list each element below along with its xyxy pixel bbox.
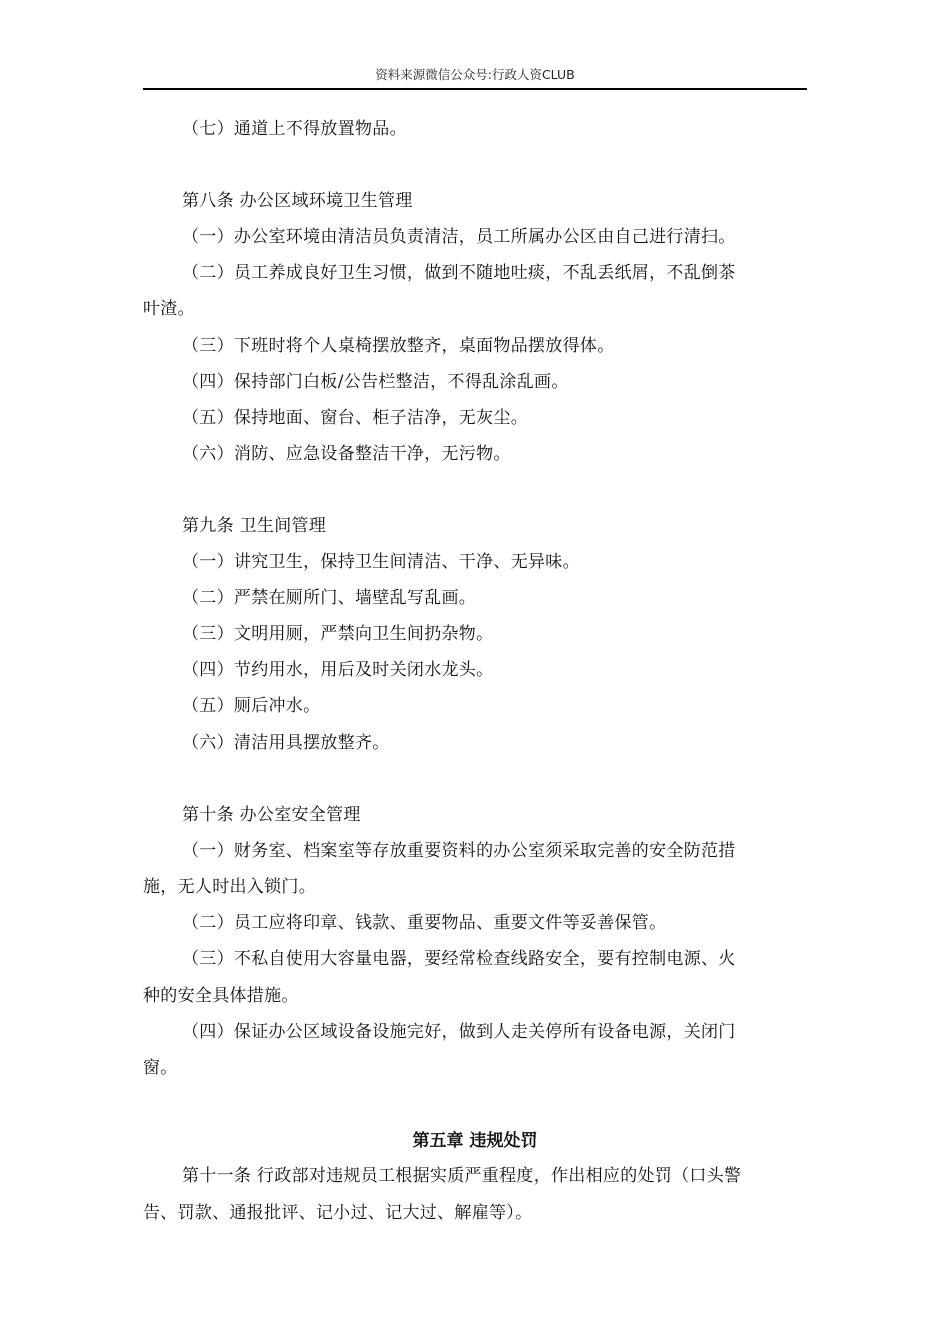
article-8-title: 第八条 办公区域环境卫生管理 [182, 191, 413, 211]
article-10-item-3-line-1: （三）不私自使用大容量电器，要经常检查线路安全，要有控制电源、火 [182, 949, 736, 969]
article-8-item-1: （一）办公室环境由清洁员负责清洁，员工所属办公区由自己进行清扫。 [182, 227, 736, 247]
chapter-5-title: 第五章 违规处罚 [412, 1131, 538, 1151]
article-8-item-6: （六）消防、应急设备整洁干净，无污物。 [182, 444, 511, 464]
article-11-line-2: 告、罚款、通报批评、记小过、记大过、解雇等）。 [143, 1203, 533, 1223]
article-10-item-2: （二）员工应将印章、钱款、重要物品、重要文件等妥善保管。 [182, 913, 667, 933]
article-9-item-2: （二）严禁在厕所门、墙壁乱写乱画。 [182, 588, 477, 608]
article-8-item-2-line-2: 叶渣。 [143, 299, 195, 319]
article-8-item-3: （三）下班时将个人桌椅摆放整齐，桌面物品摆放得体。 [182, 336, 615, 356]
article-10-item-1-line-1: （一）财务室、档案室等存放重要资料的办公室须采取完善的安全防范措 [182, 841, 736, 861]
article-9-item-5: （五）厕后冲水。 [182, 696, 321, 716]
article-9-item-1: （一）讲究卫生，保持卫生间清洁、干净、无异味。 [182, 552, 580, 572]
article-10-item-1-line-2: 施，无人时出入锁门。 [143, 877, 316, 897]
article-10-item-3-line-2: 种的安全具体措施。 [143, 986, 299, 1006]
article-10-title: 第十条 办公室安全管理 [182, 805, 361, 825]
article-9-item-6: （六）清洁用具摆放整齐。 [182, 733, 390, 753]
article-8-item-5: （五）保持地面、窗台、柜子洁净，无灰尘。 [182, 408, 528, 428]
page-header-source: 资料来源微信公众号:行政人资CLUB [143, 62, 807, 90]
article-11-line-1: 第十一条 行政部对违规员工根据实质严重程度，作出相应的处罚（口头警 [182, 1166, 742, 1186]
article-9-title: 第九条 卫生间管理 [182, 516, 327, 536]
article-9-item-3: （三）文明用厕，严禁向卫生间扔杂物。 [182, 624, 494, 644]
article-10-item-4-line-2: 窗。 [143, 1058, 178, 1078]
article-8-item-4: （四）保持部门白板/公告栏整洁，不得乱涂乱画。 [182, 372, 569, 392]
item-seven-prev: （七）通道上不得放置物品。 [182, 119, 407, 139]
article-9-item-4: （四）节约用水，用后及时关闭水龙头。 [182, 660, 494, 680]
article-10-item-4-line-1: （四）保证办公区域设备设施完好，做到人走关停所有设备电源，关闭门 [182, 1022, 736, 1042]
article-8-item-2-line-1: （二）员工养成良好卫生习惯，做到不随地吐痰，不乱丢纸屑，不乱倒茶 [182, 263, 736, 283]
